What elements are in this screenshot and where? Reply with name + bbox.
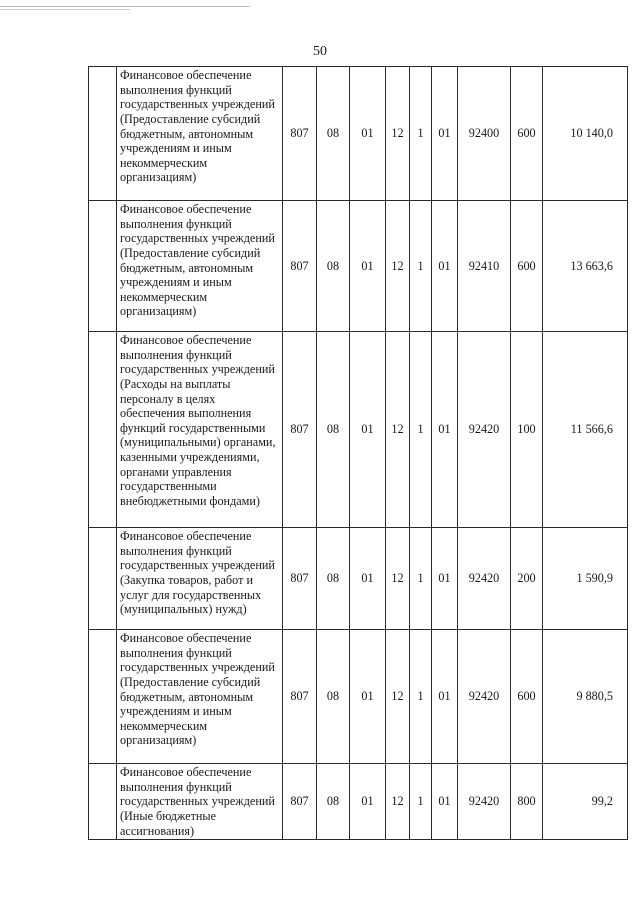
code-admin: 807 [283,332,317,528]
code-subprogram: 1 [410,332,432,528]
blank-cell [89,528,117,630]
code-subsection: 01 [350,528,386,630]
code-subprogram: 1 [410,630,432,764]
code-program: 12 [386,201,410,332]
code-direction: 92420 [458,764,511,840]
row-description: Финансовое обеспечение выполнения функций государственных учреждений (Предоставление субсидий бюджетным, автономным учреждениям и иным некоммерческим организациям) [117,67,283,201]
code-section: 08 [317,764,350,840]
code-admin: 807 [283,528,317,630]
code-expense-type: 600 [511,67,543,201]
row-description: Финансовое обеспечение выполнения функций государственных учреждений (Предоставление субсидий бюджетным, автономным учреждениям и иным некоммерческим организациям) [117,201,283,332]
code-subsection: 01 [350,67,386,201]
blank-cell [89,630,117,764]
code-event: 01 [432,630,458,764]
code-event: 01 [432,201,458,332]
code-expense-type: 200 [511,528,543,630]
code-program: 12 [386,630,410,764]
code-section: 08 [317,528,350,630]
amount: 13 663,6 [543,201,628,332]
code-direction: 92420 [458,528,511,630]
blank-cell [89,332,117,528]
code-direction: 92400 [458,67,511,201]
code-event: 01 [432,528,458,630]
code-expense-type: 100 [511,332,543,528]
code-subprogram: 1 [410,67,432,201]
amount: 99,2 [543,764,628,840]
code-subsection: 01 [350,201,386,332]
code-admin: 807 [283,67,317,201]
code-direction: 92420 [458,332,511,528]
code-admin: 807 [283,630,317,764]
code-subprogram: 1 [410,528,432,630]
blank-cell [89,201,117,332]
page-number: 50 [313,44,327,59]
code-section: 08 [317,67,350,201]
code-subprogram: 1 [410,764,432,840]
code-direction: 92410 [458,201,511,332]
code-subsection: 01 [350,630,386,764]
blank-cell [89,67,117,201]
table-row [89,67,628,201]
code-expense-type: 800 [511,764,543,840]
row-description: Финансовое обеспечение выполнения функций государственных учреждений (Закупка товаров, работ и услуг для государственных (муниципальных) нужд) [117,528,283,630]
code-program: 12 [386,528,410,630]
row-description: Финансовое обеспечение выполнения функций государственных учреждений (Расходы на выплаты персоналу в целях обеспечения выполнения функций государственными (муниципальными) органами, казенными учреждениями, органами управления государственными внебюджетными фондами) [117,332,283,528]
code-section: 08 [317,201,350,332]
table-row [89,630,628,764]
code-admin: 807 [283,201,317,332]
code-program: 12 [386,332,410,528]
row-description: Финансовое обеспечение выполнения функций государственных учреждений (Иные бюджетные ассигнования) [117,764,283,840]
amount: 10 140,0 [543,67,628,201]
code-expense-type: 600 [511,630,543,764]
table-row [89,332,628,528]
blank-cell [89,764,117,840]
code-section: 08 [317,630,350,764]
code-admin: 807 [283,764,317,840]
code-section: 08 [317,332,350,528]
code-event: 01 [432,764,458,840]
code-program: 12 [386,67,410,201]
budget-table [88,66,628,840]
code-subprogram: 1 [410,201,432,332]
code-expense-type: 600 [511,201,543,332]
amount: 1 590,9 [543,528,628,630]
table-row [89,764,628,840]
code-event: 01 [432,67,458,201]
code-program: 12 [386,764,410,840]
code-event: 01 [432,332,458,528]
code-subsection: 01 [350,332,386,528]
amount: 9 880,5 [543,630,628,764]
scan-artifact [0,9,130,10]
code-subsection: 01 [350,764,386,840]
table-row [89,528,628,630]
table-row [89,201,628,332]
amount: 11 566,6 [543,332,628,528]
scan-artifact [0,6,250,7]
code-direction: 92420 [458,630,511,764]
row-description: Финансовое обеспечение выполнения функций государственных учреждений (Предоставление субсидий бюджетным, автономным учреждениям и иным некоммерческим организациям) [117,630,283,764]
